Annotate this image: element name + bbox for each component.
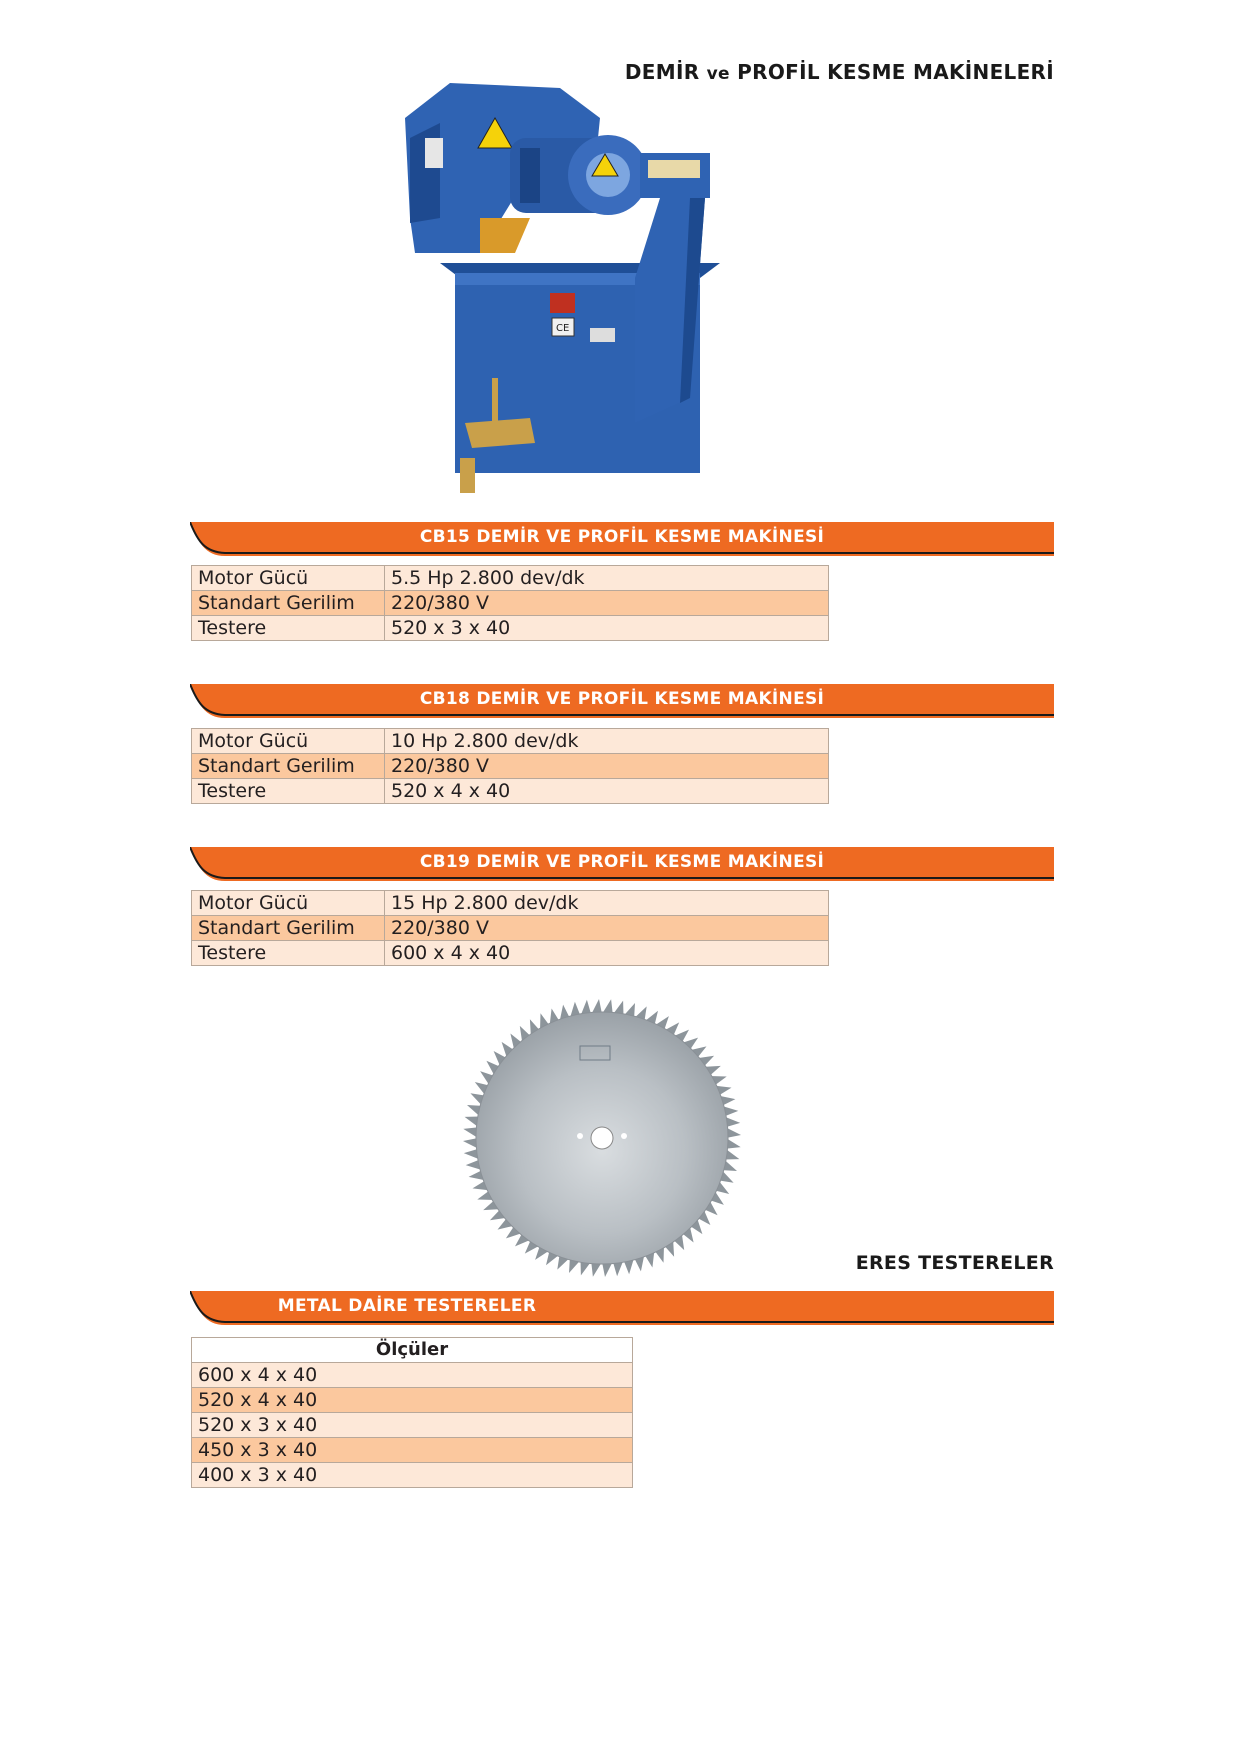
machine-band-cb18 xyxy=(190,684,1054,718)
spec-value: 600 x 4 x 40 xyxy=(385,941,829,966)
spec-value: 5.5 Hp 2.800 dev/dk xyxy=(385,566,829,591)
table-row xyxy=(192,729,829,754)
machine-band-cb15 xyxy=(190,522,1054,556)
size-cell: 600 x 4 x 40 xyxy=(192,1363,633,1388)
band-title: CB15 DEMİR VE PROFİL KESME MAKİNESİ xyxy=(419,527,825,547)
table-row xyxy=(192,941,829,966)
spec-label: Standart Gerilim xyxy=(192,916,385,941)
spec-label: Testere xyxy=(192,779,385,804)
table-row xyxy=(192,916,829,941)
spec-label: Testere xyxy=(192,616,385,641)
page-title-part2: ve xyxy=(706,64,730,84)
band-title: CB19 DEMİR VE PROFİL KESME MAKİNESİ xyxy=(419,852,825,872)
table-row xyxy=(192,1463,633,1488)
size-cell: 520 x 4 x 40 xyxy=(192,1388,633,1413)
table-row xyxy=(192,591,829,616)
table-header-row xyxy=(192,1338,633,1363)
band-title: METAL DAİRE TESTERELER xyxy=(277,1296,537,1316)
spec-value: 15 Hp 2.800 dev/dk xyxy=(385,891,829,916)
cutting-machine-image xyxy=(400,78,785,498)
spec-label: Standart Gerilim xyxy=(192,754,385,779)
table-row xyxy=(192,1388,633,1413)
sizes-header: Ölçüler xyxy=(192,1338,633,1363)
spec-value: 220/380 V xyxy=(385,591,829,616)
spec-value: 520 x 4 x 40 xyxy=(385,779,829,804)
spec-label: Motor Gücü xyxy=(192,891,385,916)
svg-text:CE: CE xyxy=(556,323,570,334)
table-row xyxy=(192,779,829,804)
size-cell: 400 x 3 x 40 xyxy=(192,1463,633,1488)
size-cell: 520 x 3 x 40 xyxy=(192,1413,633,1438)
table-row xyxy=(192,566,829,591)
spec-table-cb18 xyxy=(191,728,829,804)
table-row xyxy=(192,1413,633,1438)
spec-label: Testere xyxy=(192,941,385,966)
table-row xyxy=(192,891,829,916)
spec-value: 220/380 V xyxy=(385,916,829,941)
page-title-part3: PROFİL KESME MAKİNELERİ xyxy=(737,60,1054,84)
table-row xyxy=(192,616,829,641)
machine-band-cb19 xyxy=(190,847,1054,881)
spec-label: Motor Gücü xyxy=(192,729,385,754)
table-row xyxy=(192,1363,633,1388)
size-cell: 450 x 3 x 40 xyxy=(192,1438,633,1463)
spec-table-cb19 xyxy=(191,890,829,966)
spec-label: Standart Gerilim xyxy=(192,591,385,616)
spec-table-cb15 xyxy=(191,565,829,641)
page-title-part1: DEMİR xyxy=(624,60,700,84)
spec-label: Motor Gücü xyxy=(192,566,385,591)
spec-value: 220/380 V xyxy=(385,754,829,779)
sizes-table xyxy=(191,1337,633,1488)
table-row xyxy=(192,1438,633,1463)
metal-saw-band xyxy=(190,1291,1054,1325)
spec-value: 10 Hp 2.800 dev/dk xyxy=(385,729,829,754)
spec-value: 520 x 3 x 40 xyxy=(385,616,829,641)
table-row xyxy=(192,754,829,779)
saw-blade-image xyxy=(462,998,742,1278)
eres-title: ERES TESTERELER xyxy=(855,1252,1054,1274)
band-title: CB18 DEMİR VE PROFİL KESME MAKİNESİ xyxy=(419,689,825,709)
